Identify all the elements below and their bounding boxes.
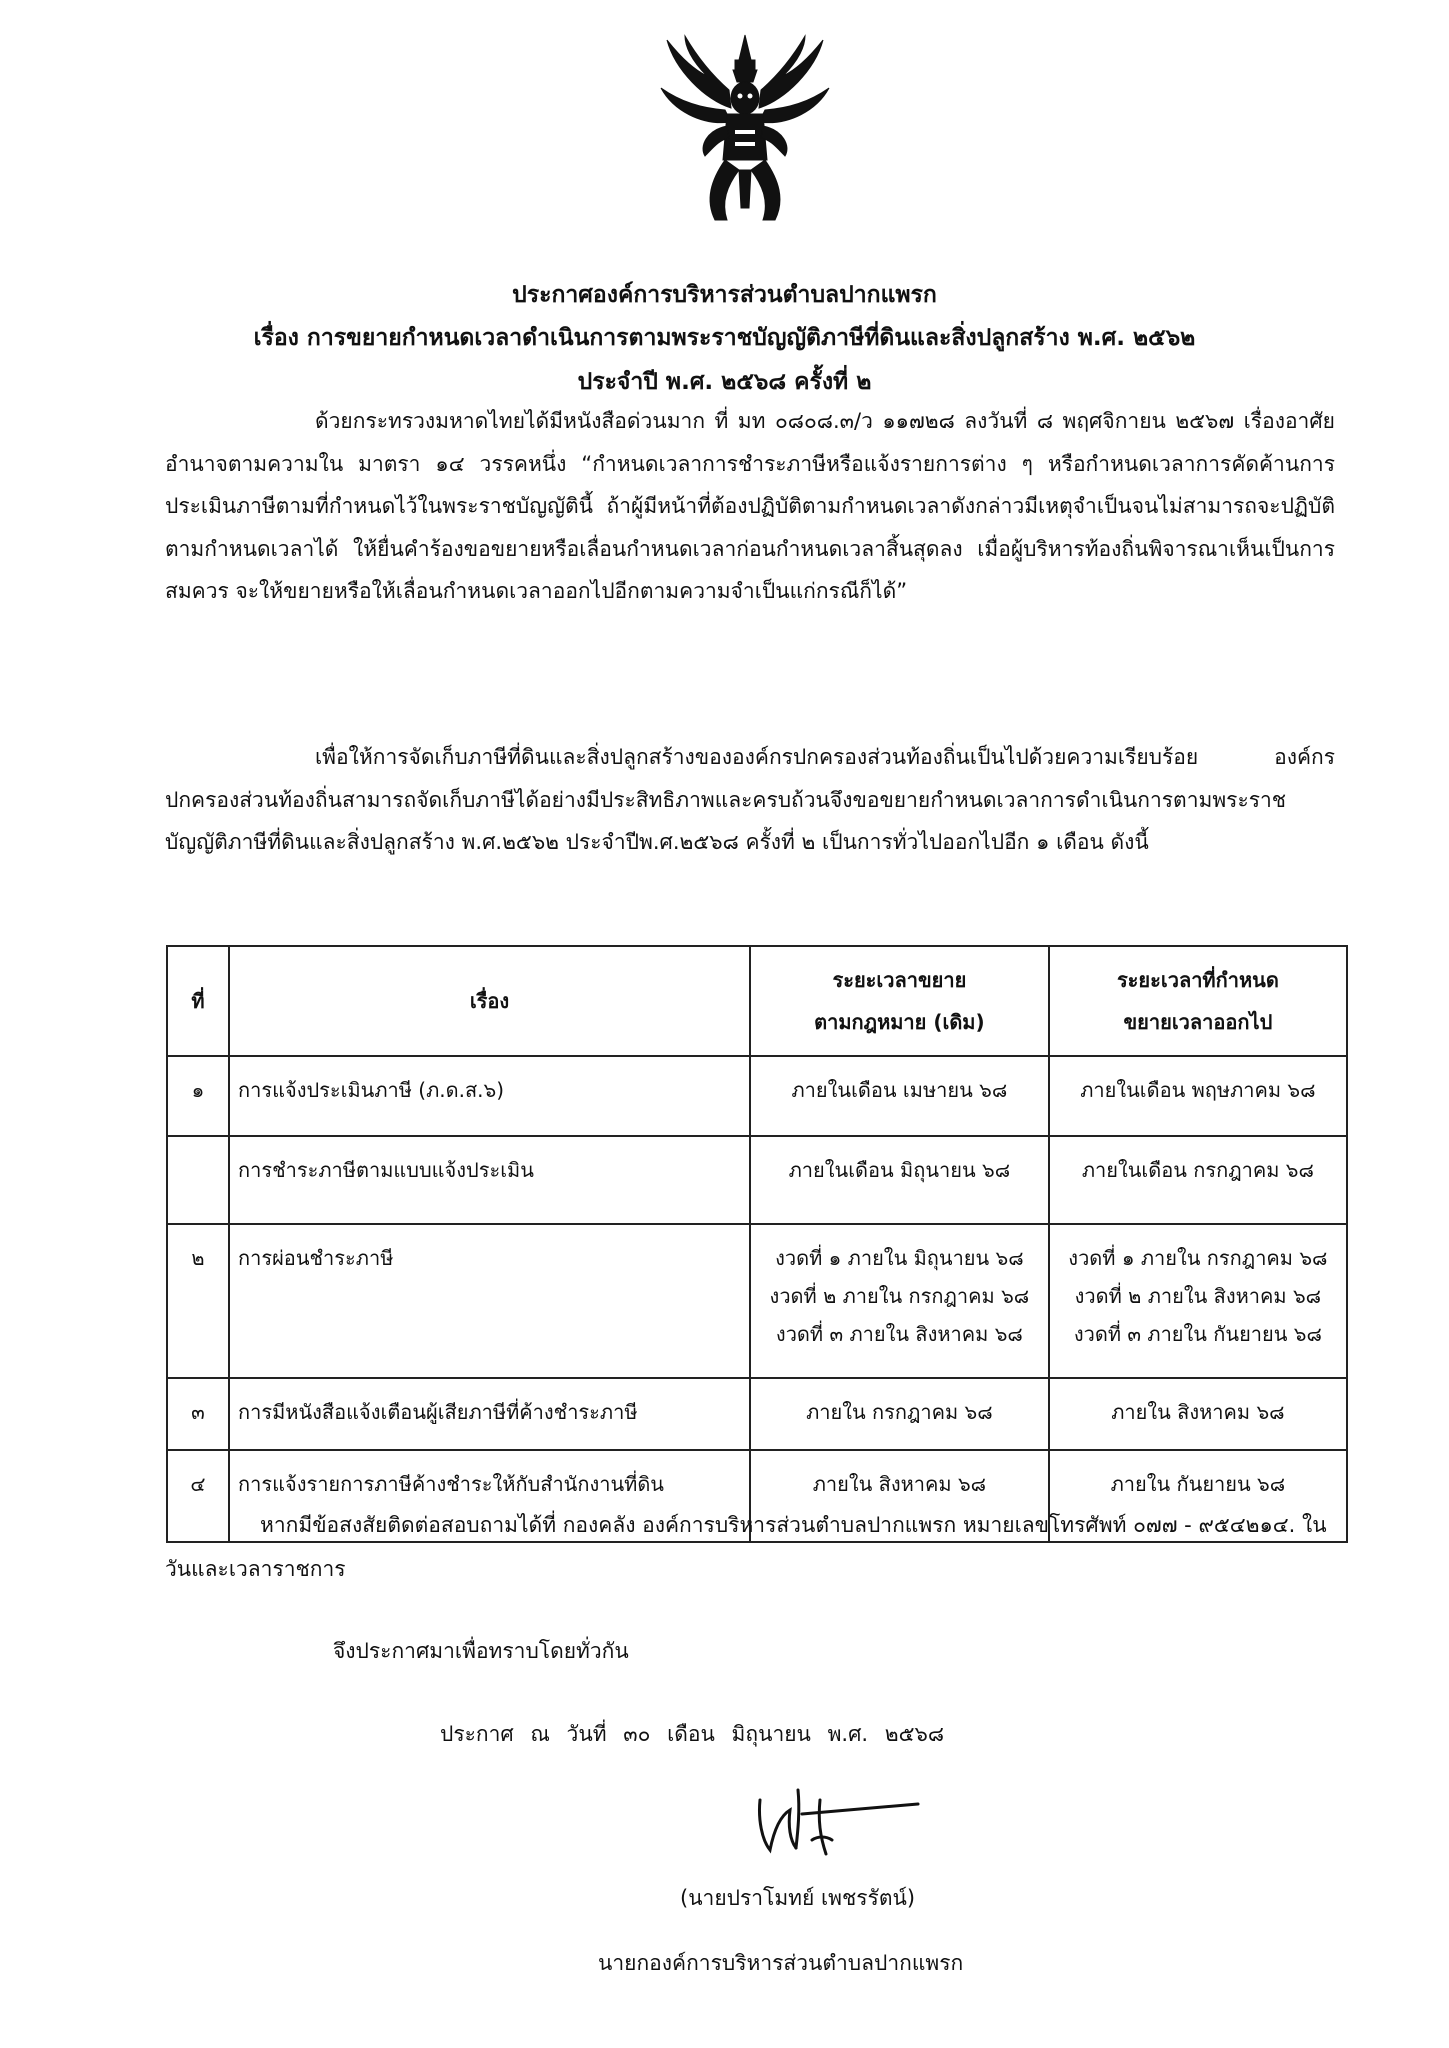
row-old-period: ภายในเดือน เมษายน ๖๘ [750,1056,1049,1136]
row-old-period: ภายในเดือน มิถุนายน ๖๘ [750,1136,1049,1224]
signer-position: นายกองค์การบริหารส่วนตำบลปากแพรก [598,1951,964,1975]
row-old-period: ภายใน กรกฎาคม ๖๘ [750,1378,1049,1450]
header-new-line1: ระยะเวลาที่กำหนด [1116,968,1279,992]
announce-line: จึงประกาศมาเพื่อทราบโดยทั่วกัน [333,1639,629,1663]
header-topic: เรื่อง [229,946,750,1056]
schedule-table [166,945,1348,1543]
header-old-period [750,946,1049,1056]
row-topic: การแจ้งประเมินภาษี (ภ.ด.ส.๖) [229,1056,750,1136]
contact-paragraph: หากมีข้อสงสัยติดต่อสอบถามได้ที่ กองคลัง องค์การบริหารส่วนตำบลปากแพรก หมายเลขโทรศัพท์ ๐๗๗ - ๙๕๔๒๑๔. ในวันและเวลาราชการ [165,1513,1327,1581]
handwritten-signature-icon [740,1770,930,1860]
table-header-row [167,946,1347,1056]
row-num: ๔ [167,1450,229,1542]
row-num [167,1136,229,1224]
row-num: ๒ [167,1224,229,1378]
header-new-line2: ขยายเวลาออกไป [1123,1010,1273,1034]
row-num: ๑ [167,1056,229,1136]
installment-3-new: งวดที่ ๓ ภายใน กันยายน ๖๘ [1073,1322,1322,1346]
garuda-emblem-icon [655,30,835,230]
signer-name: (นายปราโมทย์ เพชรรัตน์) [680,1886,916,1910]
header-old-line2: ตามกฎหมาย (เดิม) [814,1010,985,1034]
table-row [167,1136,1347,1224]
row-new-period: ภายในเดือน พฤษภาคม ๖๘ [1049,1056,1347,1136]
row-new-period [1049,1224,1347,1378]
header-old-line1: ระยะเวลาขยาย [832,968,967,992]
installment-2-old: งวดที่ ๒ ภายใน กรกฎาคม ๖๘ [769,1284,1030,1308]
installment-1-old: งวดที่ ๑ ภายใน มิถุนายน ๖๘ [775,1246,1024,1270]
table-row [167,1224,1347,1378]
row-topic: การชำระภาษีตามแบบแจ้งประเมิน [229,1136,750,1224]
header-new-period [1049,946,1347,1056]
body-paragraph-1: ด้วยกระทรวงมหาดไทยได้มีหนังสือด่วนมาก ที่ มท ๐๘๐๘.๓/ว ๑๑๗๒๘ ลงวันที่ ๘ พฤศจิกายน ๒๕๖๗ เรื่องอาศัยอำนาจตามความใน มาตรา ๑๔ วรรคหนึ่ง “กำหนดเวลาการชำระภาษีหรือแจ้งรายการต่าง ๆ หรือกำหนดเวลาการคัดค้านการประเมินภาษีตามที่กำหนดไว้ในพระราชบัญญัตินี้ ถ้าผู้มีหน้าที่ต้องปฏิบัติตามกำหนดเวลาดังกล่าวมีเหตุจำเป็นจนไม่สามารถจะปฏิบัติตามกำหนดเวลาได้ ให้ยื่นคำร้องขอขยายหรือเลื่อนกำหนดเวลาก่อนกำหนดเวลาสิ้นสุดลง เมื่อผู้บริหารท้องถิ่นพิจารณาเห็นเป็นการสมควร จะให้ขยายหรือให้เลื่อนกำหนดเวลาออกไปอีกตามความจำเป็นแก่กรณีก็ได้” [165,409,1335,603]
heading-year: ประจำปี พ.ศ. ๒๕๖๘ ครั้งที่ ๒ [577,369,872,395]
installment-1-new: งวดที่ ๑ ภายใน กรกฎาคม ๖๘ [1068,1246,1328,1270]
body-paragraph-2: เพื่อให้การจัดเก็บภาษีที่ดินและสิ่งปลูกสร้างขององค์กรปกครองส่วนท้องถิ่นเป็นไปด้วยความเรียบร้อย องค์กรปกครองส่วนท้องถิ่นสามารถจัดเก็บภาษีได้อย่างมีประสิทธิภาพและครบถ้วนจึงขอขยายกำหนดเวลาการดำเนินการตามพระราชบัญญัติภาษีที่ดินและสิ่งปลูกสร้าง พ.ศ.๒๕๖๒ ประจำปีพ.ศ.๒๕๖๘ ครั้งที่ ๒ เป็นการทั่วไปออกไปอีก ๑ เดือน ดังนี้ [165,745,1335,854]
table-row [167,1056,1347,1136]
row-old-period: ภายใน สิงหาคม ๖๘ [750,1450,1049,1542]
installment-3-old: งวดที่ ๓ ภายใน สิงหาคม ๖๘ [775,1322,1023,1346]
row-topic: การแจ้งรายการภาษีค้างชำระให้กับสำนักงานที่ดิน [229,1450,750,1542]
row-topic: การมีหนังสือแจ้งเตือนผู้เสียภาษีที่ค้างชำระภาษี [229,1378,750,1450]
installment-2-new: งวดที่ ๒ ภายใน สิงหาคม ๖๘ [1074,1284,1322,1308]
row-new-period: ภายใน กันยายน ๖๘ [1049,1450,1347,1542]
row-num: ๓ [167,1378,229,1450]
heading-subject: เรื่อง การขยายกำหนดเวลาดำเนินการตามพระราชบัญญัติภาษีที่ดินและสิ่งปลูกสร้าง พ.ศ. ๒๕๖๒ [253,325,1196,351]
header-num: ที่ [167,946,229,1056]
announce-date: ประกาศ ณ วันที่ ๓๐ เดือน มิถุนายน พ.ศ. ๒๕๖๘ [440,1722,945,1746]
row-old-period [750,1224,1049,1378]
row-topic: การผ่อนชำระภาษี [229,1224,750,1378]
table-row [167,1378,1347,1450]
row-new-period: ภายใน สิงหาคม ๖๘ [1049,1378,1347,1450]
row-new-period: ภายในเดือน กรกฎาคม ๖๘ [1049,1136,1347,1224]
heading-organization: ประกาศองค์การบริหารส่วนตำบลปากแพรก [512,282,937,308]
